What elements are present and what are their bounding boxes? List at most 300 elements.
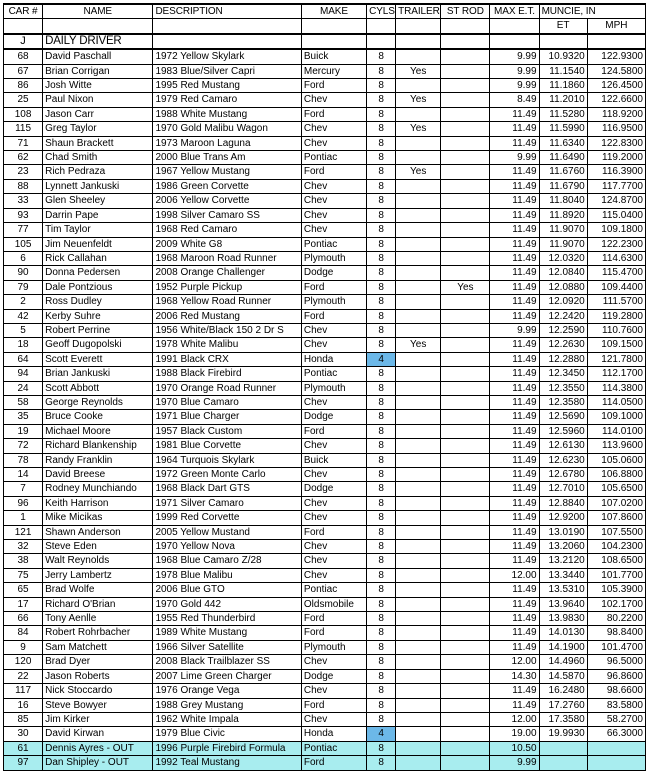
- cell-make[interactable]: Ford: [301, 424, 366, 438]
- cell-car-number[interactable]: 38: [4, 554, 43, 568]
- cell-max-et[interactable]: 11.49: [490, 194, 539, 208]
- cell-max-et[interactable]: 9.99: [490, 49, 539, 64]
- table-row[interactable]: [4, 468, 646, 482]
- cell-cyls[interactable]: 8: [367, 251, 396, 265]
- cell-description[interactable]: 1970 Gold Malibu Wagon: [153, 122, 301, 136]
- cell-et[interactable]: 14.0130: [539, 626, 587, 640]
- cell-name[interactable]: Brad Wolfe: [43, 583, 153, 597]
- cell-trailer[interactable]: [396, 424, 441, 438]
- cell-st-rod[interactable]: [441, 410, 490, 424]
- cell-car-number[interactable]: 67: [4, 64, 43, 78]
- cell-mph[interactable]: 109.1000: [587, 410, 645, 424]
- cell-et[interactable]: 11.5280: [539, 107, 587, 121]
- cell-st-rod[interactable]: [441, 352, 490, 366]
- cell-name[interactable]: Rich Pedraza: [43, 165, 153, 179]
- cell-car-number[interactable]: 19: [4, 424, 43, 438]
- cell-car-number[interactable]: 6: [4, 251, 43, 265]
- cell-cyls[interactable]: 8: [367, 179, 396, 193]
- cell-et[interactable]: 10.9320: [539, 49, 587, 64]
- cell-mph[interactable]: 122.2300: [587, 237, 645, 251]
- cell-cyls[interactable]: 8: [367, 64, 396, 78]
- cell-mph[interactable]: 117.7700: [587, 179, 645, 193]
- cell-make[interactable]: Chev: [301, 554, 366, 568]
- cell-car-number[interactable]: 96: [4, 496, 43, 510]
- cell-name[interactable]: Scott Abbott: [43, 381, 153, 395]
- cell-et[interactable]: 11.9070: [539, 223, 587, 237]
- cell-max-et[interactable]: 11.49: [490, 424, 539, 438]
- cell-description[interactable]: 1966 Silver Satellite: [153, 640, 301, 654]
- cell-et[interactable]: 12.2420: [539, 309, 587, 323]
- cell-name[interactable]: Shaun Brackett: [43, 136, 153, 150]
- cell-name[interactable]: Richard O'Brian: [43, 597, 153, 611]
- cell-cyls[interactable]: 8: [367, 49, 396, 64]
- cell-cyls[interactable]: 8: [367, 439, 396, 453]
- cell-max-et[interactable]: 11.49: [490, 597, 539, 611]
- cell-st-rod[interactable]: [441, 640, 490, 654]
- cell-max-et[interactable]: 12.00: [490, 655, 539, 669]
- table-row[interactable]: [4, 554, 646, 568]
- cell-description[interactable]: 2008 Black Trailblazer SS: [153, 655, 301, 669]
- cell-description[interactable]: 1967 Yellow Mustang: [153, 165, 301, 179]
- cell-description[interactable]: 1956 White/Black 150 2 Dr S: [153, 323, 301, 337]
- cell-st-rod[interactable]: [441, 496, 490, 510]
- cell-make[interactable]: Chev: [301, 338, 366, 352]
- cell-et[interactable]: 12.6230: [539, 453, 587, 467]
- table-row[interactable]: [4, 151, 646, 165]
- cell-st-rod[interactable]: Yes: [441, 280, 490, 294]
- cell-name[interactable]: Shawn Anderson: [43, 525, 153, 539]
- cell-make[interactable]: Chev: [301, 540, 366, 554]
- cell-mph[interactable]: 119.2000: [587, 151, 645, 165]
- cell-name[interactable]: Donna Pedersen: [43, 266, 153, 280]
- table-row[interactable]: [4, 194, 646, 208]
- cell-cyls[interactable]: 8: [367, 626, 396, 640]
- table-row[interactable]: [4, 756, 646, 770]
- cell-description[interactable]: 1989 White Mustang: [153, 626, 301, 640]
- cell-et[interactable]: 12.0880: [539, 280, 587, 294]
- cell-max-et[interactable]: 9.99: [490, 756, 539, 770]
- cell-max-et[interactable]: 11.49: [490, 338, 539, 352]
- cell-trailer[interactable]: [396, 511, 441, 525]
- cell-mph[interactable]: 98.8400: [587, 626, 645, 640]
- table-row[interactable]: [4, 741, 646, 755]
- cell-trailer[interactable]: [396, 540, 441, 554]
- cell-mph[interactable]: 66.3000: [587, 727, 645, 741]
- cell-et[interactable]: 12.0840: [539, 266, 587, 280]
- cell-name[interactable]: Steve Bowyer: [43, 698, 153, 712]
- cell-mph[interactable]: 109.1800: [587, 223, 645, 237]
- cell-cyls[interactable]: 8: [367, 151, 396, 165]
- cell-description[interactable]: 1952 Purple Pickup: [153, 280, 301, 294]
- cell-cyls[interactable]: 8: [367, 295, 396, 309]
- cell-trailer[interactable]: [396, 468, 441, 482]
- cell-make[interactable]: Chev: [301, 511, 366, 525]
- cell-name[interactable]: Nick Stoccardo: [43, 684, 153, 698]
- table-row[interactable]: [4, 266, 646, 280]
- cell-mph[interactable]: 80.2200: [587, 612, 645, 626]
- cell-cyls[interactable]: 8: [367, 266, 396, 280]
- cell-mph[interactable]: 96.8600: [587, 669, 645, 683]
- cell-max-et[interactable]: 11.49: [490, 410, 539, 424]
- cell-st-rod[interactable]: [441, 482, 490, 496]
- cell-make[interactable]: Chev: [301, 194, 366, 208]
- cell-car-number[interactable]: 35: [4, 410, 43, 424]
- cell-trailer[interactable]: [396, 698, 441, 712]
- cell-mph[interactable]: 101.4700: [587, 640, 645, 654]
- cell-cyls[interactable]: 8: [367, 453, 396, 467]
- cell-description[interactable]: 1971 Blue Charger: [153, 410, 301, 424]
- cell-mph[interactable]: 124.5800: [587, 64, 645, 78]
- cell-trailer[interactable]: [396, 367, 441, 381]
- cell-description[interactable]: 1968 Yellow Road Runner: [153, 295, 301, 309]
- cell-trailer[interactable]: [396, 684, 441, 698]
- cell-description[interactable]: 2006 Red Mustang: [153, 309, 301, 323]
- cell-cyls[interactable]: 8: [367, 367, 396, 381]
- cell-mph[interactable]: 101.7700: [587, 568, 645, 582]
- cell-max-et[interactable]: 11.49: [490, 482, 539, 496]
- cell-make[interactable]: Chev: [301, 395, 366, 409]
- cell-name[interactable]: Robert Perrine: [43, 323, 153, 337]
- cell-st-rod[interactable]: [441, 612, 490, 626]
- cell-description[interactable]: 1968 Maroon Road Runner: [153, 251, 301, 265]
- cell-make[interactable]: Buick: [301, 49, 366, 64]
- cell-make[interactable]: Chev: [301, 93, 366, 107]
- cell-car-number[interactable]: 90: [4, 266, 43, 280]
- cell-et[interactable]: 12.0320: [539, 251, 587, 265]
- cell-car-number[interactable]: 64: [4, 352, 43, 366]
- cell-st-rod[interactable]: [441, 395, 490, 409]
- cell-make[interactable]: Ford: [301, 756, 366, 770]
- cell-mph[interactable]: 114.3800: [587, 381, 645, 395]
- cell-mph[interactable]: 105.3900: [587, 583, 645, 597]
- cell-make[interactable]: Ford: [301, 525, 366, 539]
- cell-description[interactable]: 1972 Green Monte Carlo: [153, 468, 301, 482]
- table-row[interactable]: [4, 712, 646, 726]
- cell-et[interactable]: 13.2060: [539, 540, 587, 554]
- cell-car-number[interactable]: 58: [4, 395, 43, 409]
- cell-trailer[interactable]: Yes: [396, 93, 441, 107]
- cell-et[interactable]: 11.8040: [539, 194, 587, 208]
- cell-st-rod[interactable]: [441, 568, 490, 582]
- cell-name[interactable]: Dennis Ayres - OUT: [43, 741, 153, 755]
- cell-car-number[interactable]: 84: [4, 626, 43, 640]
- cell-mph[interactable]: [587, 741, 645, 755]
- cell-st-rod[interactable]: [441, 251, 490, 265]
- cell-max-et[interactable]: 11.49: [490, 511, 539, 525]
- cell-max-et[interactable]: 11.49: [490, 453, 539, 467]
- cell-car-number[interactable]: 93: [4, 208, 43, 222]
- cell-description[interactable]: 1970 Orange Road Runner: [153, 381, 301, 395]
- cell-car-number[interactable]: 30: [4, 727, 43, 741]
- cell-make[interactable]: Honda: [301, 352, 366, 366]
- cell-trailer[interactable]: [396, 655, 441, 669]
- cell-et[interactable]: 14.5870: [539, 669, 587, 683]
- cell-car-number[interactable]: 1: [4, 511, 43, 525]
- cell-make[interactable]: Chev: [301, 208, 366, 222]
- cell-trailer[interactable]: [396, 525, 441, 539]
- cell-trailer[interactable]: [396, 208, 441, 222]
- cell-name[interactable]: Jason Roberts: [43, 669, 153, 683]
- cell-car-number[interactable]: 65: [4, 583, 43, 597]
- cell-st-rod[interactable]: [441, 741, 490, 755]
- table-row[interactable]: [4, 208, 646, 222]
- cell-max-et[interactable]: 19.00: [490, 727, 539, 741]
- cell-st-rod[interactable]: [441, 756, 490, 770]
- cell-et[interactable]: 13.2120: [539, 554, 587, 568]
- cell-trailer[interactable]: [396, 410, 441, 424]
- table-row[interactable]: [4, 626, 646, 640]
- cell-et[interactable]: 11.1540: [539, 64, 587, 78]
- cell-st-rod[interactable]: [441, 323, 490, 337]
- cell-trailer[interactable]: [396, 223, 441, 237]
- cell-make[interactable]: Chev: [301, 468, 366, 482]
- cell-cyls[interactable]: 8: [367, 655, 396, 669]
- cell-cyls[interactable]: 8: [367, 136, 396, 150]
- cell-cyls[interactable]: 8: [367, 741, 396, 755]
- cell-st-rod[interactable]: [441, 49, 490, 64]
- cell-name[interactable]: Jerry Lambertz: [43, 568, 153, 582]
- cell-make[interactable]: Dodge: [301, 266, 366, 280]
- cell-max-et[interactable]: 11.49: [490, 266, 539, 280]
- cell-make[interactable]: Chev: [301, 655, 366, 669]
- cell-st-rod[interactable]: [441, 540, 490, 554]
- cell-car-number[interactable]: 22: [4, 669, 43, 683]
- table-row[interactable]: [4, 280, 646, 294]
- cell-car-number[interactable]: 79: [4, 280, 43, 294]
- table-row[interactable]: [4, 439, 646, 453]
- cell-mph[interactable]: 114.0100: [587, 424, 645, 438]
- cell-max-et[interactable]: 11.49: [490, 251, 539, 265]
- cell-make[interactable]: Chev: [301, 323, 366, 337]
- cell-st-rod[interactable]: [441, 712, 490, 726]
- cell-description[interactable]: 1962 White Impala: [153, 712, 301, 726]
- cell-st-rod[interactable]: [441, 136, 490, 150]
- cell-cyls[interactable]: 8: [367, 712, 396, 726]
- cell-description[interactable]: 1995 Red Mustang: [153, 79, 301, 93]
- cell-car-number[interactable]: 77: [4, 223, 43, 237]
- cell-cyls[interactable]: 8: [367, 482, 396, 496]
- cell-max-et[interactable]: 11.49: [490, 295, 539, 309]
- cell-max-et[interactable]: 12.00: [490, 568, 539, 582]
- table-row[interactable]: [4, 525, 646, 539]
- table-row[interactable]: [4, 597, 646, 611]
- cell-mph[interactable]: 105.0600: [587, 453, 645, 467]
- cell-description[interactable]: 2009 White G8: [153, 237, 301, 251]
- cell-mph[interactable]: 119.2800: [587, 309, 645, 323]
- cell-mph[interactable]: 115.0400: [587, 208, 645, 222]
- cell-cyls[interactable]: 8: [367, 122, 396, 136]
- cell-st-rod[interactable]: [441, 554, 490, 568]
- cell-description[interactable]: 2008 Orange Challenger: [153, 266, 301, 280]
- cell-max-et[interactable]: 9.99: [490, 151, 539, 165]
- cell-trailer[interactable]: [396, 669, 441, 683]
- cell-cyls[interactable]: 8: [367, 468, 396, 482]
- cell-cyls[interactable]: 8: [367, 395, 396, 409]
- cell-car-number[interactable]: 9: [4, 640, 43, 654]
- cell-name[interactable]: Dale Pontzious: [43, 280, 153, 294]
- cell-mph[interactable]: 126.4500: [587, 79, 645, 93]
- cell-name[interactable]: Josh Witte: [43, 79, 153, 93]
- cell-trailer[interactable]: [396, 612, 441, 626]
- cell-et[interactable]: 17.2760: [539, 698, 587, 712]
- cell-mph[interactable]: 114.6300: [587, 251, 645, 265]
- cell-cyls[interactable]: 8: [367, 540, 396, 554]
- cell-description[interactable]: 1998 Silver Camaro SS: [153, 208, 301, 222]
- cell-mph[interactable]: 110.7600: [587, 323, 645, 337]
- cell-cyls[interactable]: 8: [367, 93, 396, 107]
- table-row[interactable]: [4, 295, 646, 309]
- cell-st-rod[interactable]: [441, 208, 490, 222]
- cell-trailer[interactable]: [396, 251, 441, 265]
- cell-max-et[interactable]: 10.50: [490, 741, 539, 755]
- cell-car-number[interactable]: 86: [4, 79, 43, 93]
- cell-name[interactable]: Steve Eden: [43, 540, 153, 554]
- cell-cyls[interactable]: 8: [367, 309, 396, 323]
- cell-make[interactable]: Ford: [301, 626, 366, 640]
- cell-max-et[interactable]: 11.49: [490, 179, 539, 193]
- cell-name[interactable]: Lynnett Jankuski: [43, 179, 153, 193]
- cell-name[interactable]: Rick Callahan: [43, 251, 153, 265]
- cell-car-number[interactable]: 33: [4, 194, 43, 208]
- cell-trailer[interactable]: [396, 266, 441, 280]
- cell-max-et[interactable]: 11.49: [490, 583, 539, 597]
- cell-trailer[interactable]: [396, 395, 441, 409]
- cell-name[interactable]: Sam Matchett: [43, 640, 153, 654]
- cell-max-et[interactable]: 11.49: [490, 612, 539, 626]
- cell-description[interactable]: 1999 Red Corvette: [153, 511, 301, 525]
- cell-st-rod[interactable]: [441, 79, 490, 93]
- cell-max-et[interactable]: 11.49: [490, 626, 539, 640]
- cell-car-number[interactable]: 75: [4, 568, 43, 582]
- cell-max-et[interactable]: 11.49: [490, 395, 539, 409]
- cell-st-rod[interactable]: [441, 223, 490, 237]
- cell-name[interactable]: Brad Dyer: [43, 655, 153, 669]
- cell-make[interactable]: Chev: [301, 568, 366, 582]
- cell-st-rod[interactable]: [441, 338, 490, 352]
- cell-car-number[interactable]: 117: [4, 684, 43, 698]
- cell-name[interactable]: George Reynolds: [43, 395, 153, 409]
- cell-max-et[interactable]: 11.49: [490, 136, 539, 150]
- cell-et[interactable]: 14.1900: [539, 640, 587, 654]
- cell-mph[interactable]: 122.8300: [587, 136, 645, 150]
- cell-description[interactable]: 1971 Silver Camaro: [153, 496, 301, 510]
- cell-st-rod[interactable]: [441, 151, 490, 165]
- cell-description[interactable]: 1992 Teal Mustang: [153, 756, 301, 770]
- cell-description[interactable]: 2005 Yellow Mustand: [153, 525, 301, 539]
- cell-trailer[interactable]: [396, 136, 441, 150]
- cell-cyls[interactable]: 8: [367, 381, 396, 395]
- cell-mph[interactable]: 116.3900: [587, 165, 645, 179]
- cell-max-et[interactable]: 11.49: [490, 237, 539, 251]
- cell-name[interactable]: Dan Shipley - OUT: [43, 756, 153, 770]
- cell-st-rod[interactable]: [441, 453, 490, 467]
- table-row[interactable]: [4, 165, 646, 179]
- cell-make[interactable]: Buick: [301, 453, 366, 467]
- cell-cyls[interactable]: 8: [367, 424, 396, 438]
- cell-st-rod[interactable]: [441, 684, 490, 698]
- cell-trailer[interactable]: [396, 352, 441, 366]
- cell-max-et[interactable]: 11.49: [490, 352, 539, 366]
- cell-cyls[interactable]: 8: [367, 223, 396, 237]
- cell-name[interactable]: Jim Kirker: [43, 712, 153, 726]
- cell-max-et[interactable]: 14.30: [490, 669, 539, 683]
- cell-trailer[interactable]: [396, 626, 441, 640]
- cell-trailer[interactable]: [396, 568, 441, 582]
- cell-make[interactable]: Chev: [301, 684, 366, 698]
- table-row[interactable]: [4, 237, 646, 251]
- cell-trailer[interactable]: [396, 194, 441, 208]
- table-row[interactable]: [4, 223, 646, 237]
- cell-max-et[interactable]: 11.49: [490, 309, 539, 323]
- cell-cyls[interactable]: 8: [367, 165, 396, 179]
- cell-et[interactable]: 13.0190: [539, 525, 587, 539]
- cell-st-rod[interactable]: [441, 439, 490, 453]
- cell-et[interactable]: 19.9930: [539, 727, 587, 741]
- table-row[interactable]: [4, 136, 646, 150]
- cell-et[interactable]: 12.2590: [539, 323, 587, 337]
- cell-et[interactable]: 11.6490: [539, 151, 587, 165]
- cell-trailer[interactable]: [396, 597, 441, 611]
- cell-st-rod[interactable]: [441, 367, 490, 381]
- cell-car-number[interactable]: 66: [4, 612, 43, 626]
- cell-max-et[interactable]: 11.49: [490, 122, 539, 136]
- cell-st-rod[interactable]: [441, 424, 490, 438]
- cell-description[interactable]: 1970 Yellow Nova: [153, 540, 301, 554]
- cell-mph[interactable]: 109.4400: [587, 280, 645, 294]
- table-row[interactable]: [4, 669, 646, 683]
- cell-make[interactable]: Pontiac: [301, 741, 366, 755]
- cell-trailer[interactable]: Yes: [396, 338, 441, 352]
- cell-trailer[interactable]: [396, 309, 441, 323]
- cell-cyls[interactable]: 8: [367, 568, 396, 582]
- cell-max-et[interactable]: 11.49: [490, 280, 539, 294]
- cell-make[interactable]: Plymouth: [301, 251, 366, 265]
- cell-name[interactable]: Robert Rohrbacher: [43, 626, 153, 640]
- cell-mph[interactable]: 111.5700: [587, 295, 645, 309]
- cell-trailer[interactable]: [396, 453, 441, 467]
- cell-make[interactable]: Ford: [301, 165, 366, 179]
- cell-max-et[interactable]: 11.49: [490, 640, 539, 654]
- cell-description[interactable]: 1996 Purple Firebird Formula: [153, 741, 301, 755]
- cell-make[interactable]: Ford: [301, 309, 366, 323]
- cell-st-rod[interactable]: [441, 122, 490, 136]
- cell-name[interactable]: Bruce Cooke: [43, 410, 153, 424]
- cell-et[interactable]: 11.5990: [539, 122, 587, 136]
- cell-et[interactable]: 16.2480: [539, 684, 587, 698]
- cell-description[interactable]: 1955 Red Thunderbird: [153, 612, 301, 626]
- cell-trailer[interactable]: [396, 496, 441, 510]
- cell-name[interactable]: Keith Harrison: [43, 496, 153, 510]
- cell-max-et[interactable]: 11.49: [490, 496, 539, 510]
- cell-max-et[interactable]: 8.49: [490, 93, 539, 107]
- table-row[interactable]: [4, 367, 646, 381]
- cell-max-et[interactable]: 11.49: [490, 554, 539, 568]
- table-row[interactable]: [4, 568, 646, 582]
- table-row[interactable]: [4, 64, 646, 78]
- cell-et[interactable]: 11.2010: [539, 93, 587, 107]
- cell-trailer[interactable]: [396, 107, 441, 121]
- cell-cyls[interactable]: 8: [367, 756, 396, 770]
- cell-description[interactable]: 1978 White Malibu: [153, 338, 301, 352]
- cell-et[interactable]: 12.2630: [539, 338, 587, 352]
- cell-mph[interactable]: 102.1700: [587, 597, 645, 611]
- table-row[interactable]: [4, 583, 646, 597]
- cell-make[interactable]: Pontiac: [301, 367, 366, 381]
- cell-name[interactable]: Paul Nixon: [43, 93, 153, 107]
- cell-cyls-selected[interactable]: 4: [367, 352, 396, 366]
- cell-max-et[interactable]: 11.49: [490, 208, 539, 222]
- cell-car-number[interactable]: 88: [4, 179, 43, 193]
